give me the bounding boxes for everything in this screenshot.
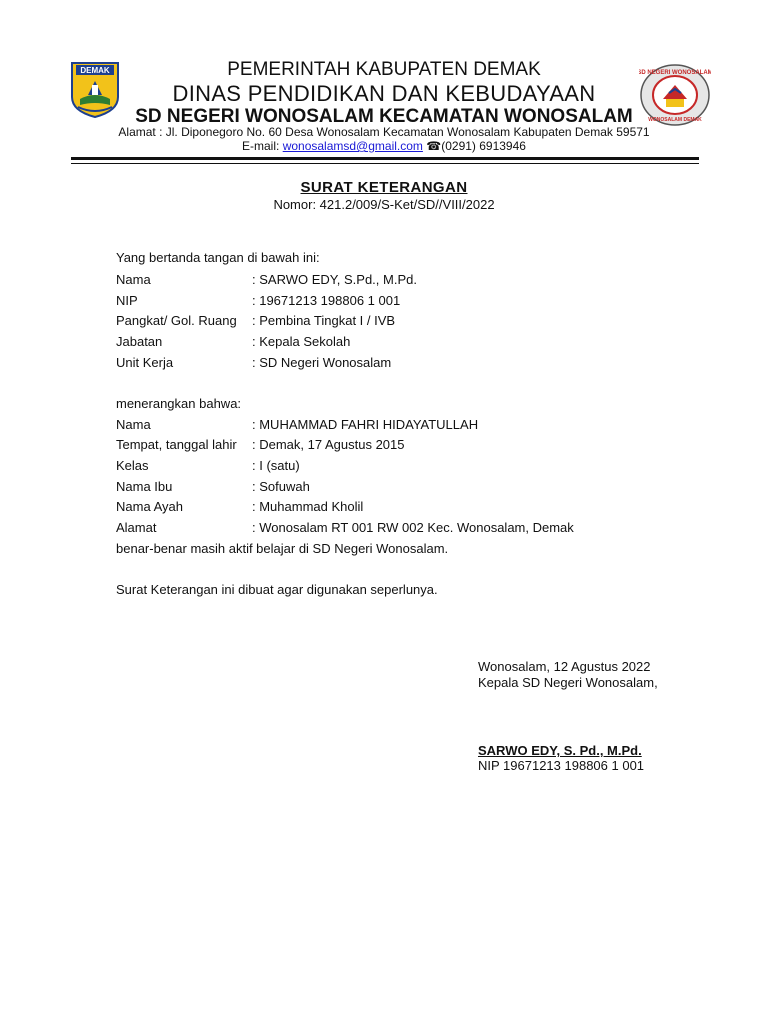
header-address: Alamat : Jl. Diponegoro No. 60 Desa Wonosalam Kecamatan Wonosalam Kabupaten Demak 59571 xyxy=(118,125,650,139)
field-label: Kelas xyxy=(116,458,149,473)
document-title: SURAT KETERANGAN xyxy=(300,179,468,196)
email-label: E-mail: xyxy=(242,139,283,153)
document-number: Nomor: 421.2/009/S-Ket/SD//VIII/2022 xyxy=(273,197,495,212)
field-value: : Demak, 17 Agustus 2015 xyxy=(252,437,405,452)
closing-text: Surat Keterangan ini dibuat agar digunakan seperlunya. xyxy=(116,582,438,597)
header-government: PEMERINTAH KABUPATEN DEMAK xyxy=(227,59,541,80)
field-label: Jabatan xyxy=(116,334,163,349)
signature-place-date: Wonosalam, 12 Agustus 2022 xyxy=(478,659,651,674)
signature-position: Kepala SD Negeri Wonosalam, xyxy=(478,675,658,690)
signature-nip: NIP 19671213 198806 1 001 xyxy=(478,758,645,773)
phone-number: (0291) 6913946 xyxy=(441,139,526,153)
header-divider-thick xyxy=(71,157,699,160)
signature-name: SARWO EDY, S. Pd., M.Pd. xyxy=(478,743,642,758)
statement-intro: menerangkan bahwa: xyxy=(116,396,242,411)
field-value: : SD Negeri Wonosalam xyxy=(252,355,392,370)
telephone-icon: ☎ xyxy=(426,139,442,153)
field-value: : SARWO EDY, S.Pd., M.Pd. xyxy=(252,272,417,287)
email-link[interactable]: wonosalamsd@gmail.com xyxy=(282,139,423,153)
logo-right-text-bottom: WONOSALAM DEMAK xyxy=(648,117,702,123)
header-contact xyxy=(0,139,768,153)
header-divider-thin xyxy=(71,163,699,164)
field-value: : I (satu) xyxy=(252,458,300,473)
field-value: : 19671213 198806 1 001 xyxy=(252,293,401,308)
statement-text: benar-benar masih aktif belajar di SD Negeri Wonosalam. xyxy=(116,541,449,556)
header-school: SD NEGERI WONOSALAM KECAMATAN WONOSALAM xyxy=(135,106,633,127)
field-label: Nama xyxy=(116,272,151,287)
field-label: Unit Kerja xyxy=(116,355,174,370)
field-label: Tempat, tanggal lahir xyxy=(116,437,237,452)
field-value: : Pembina Tingkat I / IVB xyxy=(252,313,396,328)
field-label: Pangkat/ Gol. Ruang xyxy=(116,313,237,328)
logo-right-text-top: SD NEGERI WONOSALAM xyxy=(639,70,711,76)
logo-left-text: DEMAK xyxy=(80,66,110,75)
field-value: : Kepala Sekolah xyxy=(252,334,351,349)
field-label: Nama Ibu xyxy=(116,479,173,494)
field-value: : MUHAMMAD FAHRI HIDAYATULLAH xyxy=(252,417,479,432)
field-label: Nama xyxy=(116,417,151,432)
header-department: DINAS PENDIDIKAN DAN KEBUDAYAAN xyxy=(172,81,596,106)
field-label: NIP xyxy=(116,293,138,308)
field-value: : Sofuwah xyxy=(252,479,310,494)
intro-text: Yang bertanda tangan di bawah ini: xyxy=(116,250,320,265)
field-label: Alamat xyxy=(116,520,157,535)
field-value: : Wonosalam RT 001 RW 002 Kec. Wonosalam, Demak xyxy=(252,520,574,535)
field-value: : Muhammad Kholil xyxy=(252,499,364,514)
field-label: Nama Ayah xyxy=(116,499,183,514)
